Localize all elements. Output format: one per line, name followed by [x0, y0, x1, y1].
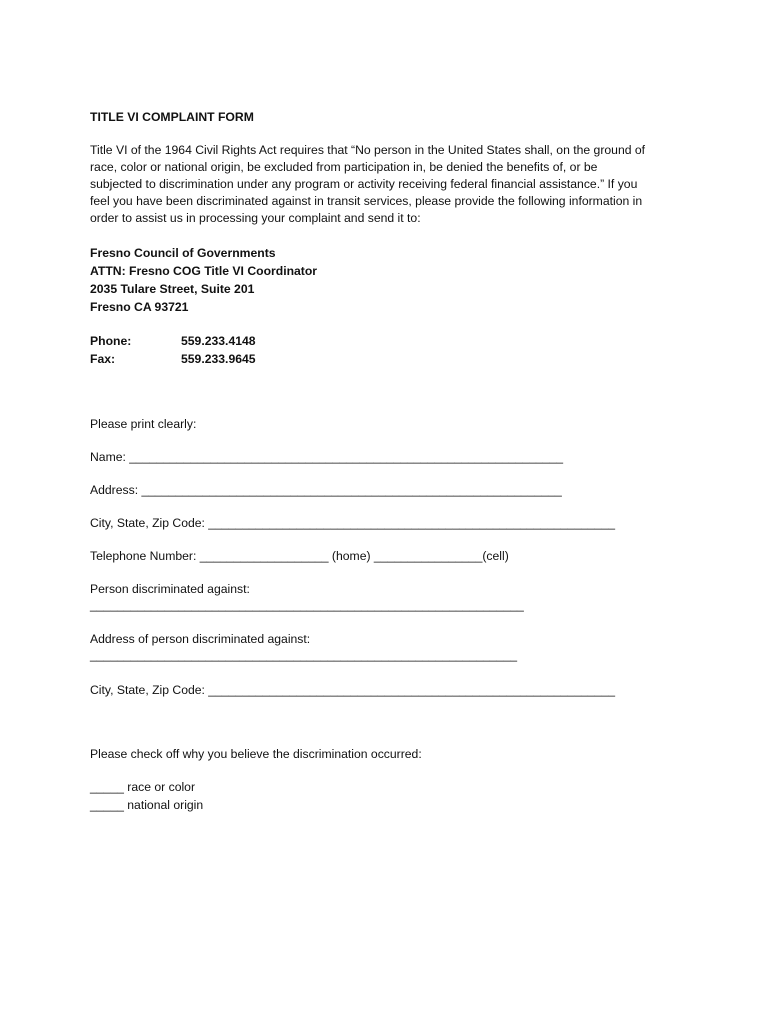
intro-line: feel you have been discriminated against in transit services, please provide the following information in	[90, 194, 643, 208]
phone-label: Phone:	[90, 334, 132, 348]
address-attn: ATTN: Fresno COG Title VI Coordinator	[90, 264, 318, 278]
checklist-instruction: Please check off why you believe the discrimination occurred:	[90, 747, 422, 761]
person-address-label: Address of person discriminated against:	[90, 632, 311, 646]
city-state-zip-field[interactable]: City, State, Zip Code: ____________________________________________________________	[90, 516, 615, 530]
person-address-field[interactable]: _______________________________________________________________	[90, 648, 518, 662]
checklist-item-race[interactable]: _____ race or color	[90, 780, 196, 794]
fax-label: Fax:	[90, 352, 116, 366]
person-discriminated-label: Person discriminated against:	[90, 582, 250, 596]
fax-row	[90, 351, 256, 368]
intro-line: Title VI of the 1964 Civil Rights Act requires that “No person in the United States shall, on the ground of	[90, 143, 646, 157]
fax-value: 559.233.9645	[181, 352, 256, 366]
intro-paragraph	[90, 142, 690, 227]
phone-value: 559.233.4148	[181, 334, 256, 348]
intro-line: race, color or national origin, be excluded from participation in, be denied the benefits of, or be	[90, 160, 598, 174]
telephone-field[interactable]: Telephone Number: ___________________ (home) ________________(cell)	[90, 549, 509, 563]
intro-line: subjected to discrimination under any program or activity receiving federal financial assistance.” If you	[90, 177, 638, 191]
address-field[interactable]: Address: ______________________________________________________________	[90, 483, 562, 497]
form-title: TITLE VI COMPLAINT FORM	[90, 110, 254, 124]
checklist-item-national-origin[interactable]: _____ national origin	[90, 798, 204, 812]
print-instruction: Please print clearly:	[90, 417, 197, 431]
name-field[interactable]: Name: ________________________________________________________________	[90, 450, 564, 464]
address-org: Fresno Council of Governments	[90, 246, 276, 260]
address-city: Fresno CA 93721	[90, 300, 189, 314]
intro-line: order to assist us in processing your complaint and send it to:	[90, 211, 421, 225]
address-street: 2035 Tulare Street, Suite 201	[90, 282, 255, 296]
phone-row	[90, 333, 256, 350]
city-state-zip-field-2[interactable]: City, State, Zip Code: ____________________________________________________________	[90, 683, 615, 697]
person-discriminated-field[interactable]: ________________________________________________________________	[90, 598, 524, 612]
